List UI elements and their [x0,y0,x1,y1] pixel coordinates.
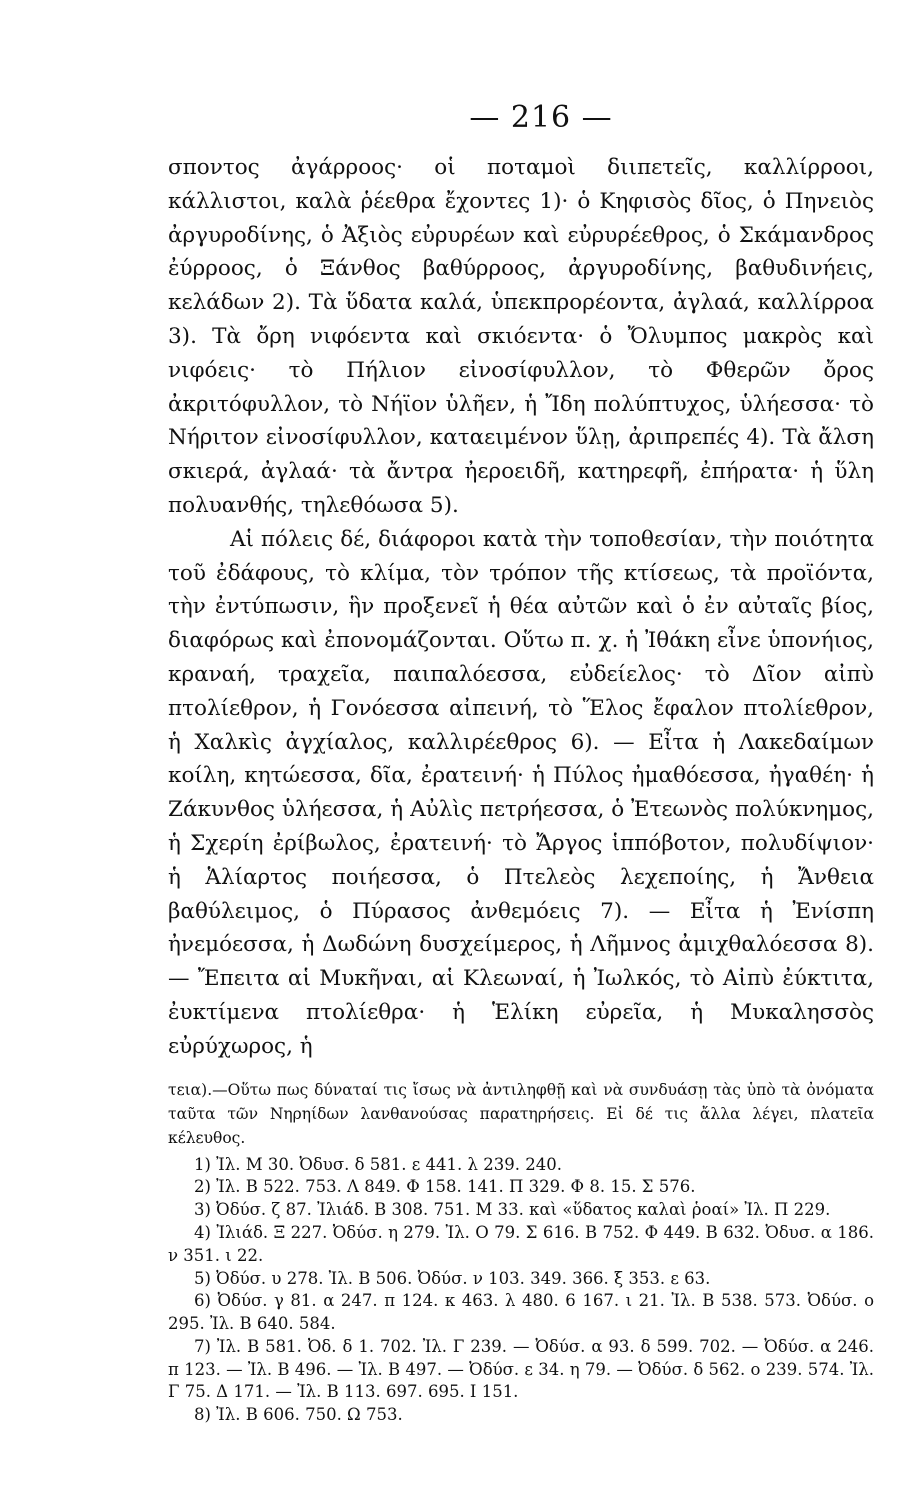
paragraph-continued: σποντος ἀγάρροος· οἱ ποταμοὶ διιπετεῖς, καλλίρροοι, κάλλιστοι, καλὰ ῥέεθρα ἔχοντες 1)· ὁ Κηφισὸς δῖος, ὁ Πηνειὸς ἀργυροδίνης, ὁ Ἀξιὸς εὐρυρέων καὶ εὐρυρέεθρος, ὁ Σκάμανδρος ἐύρροος, ὁ Ξάνθος βαθύρροος, ἀργυροδίνης, βαθυδινήεις, κελάδων 2). Τὰ ὕδατα καλά, ὑπεκπρορέοντα, ἀγλαά, καλλίρροα 3). Τὰ ὄρη νιφόεντα καὶ σκιόεντα· ὁ Ὄλυμπος μακρὸς καὶ νιφόεις· τὸ Πήλιον εἰνοσίφυλλον, τὸ Φθερῶν ὄρος ἀκριτόφυλλον, τὸ Νήϊον ὑλῆεν, ἡ Ἴδη πολύπτυχος, ὑλήεσσα· τὸ Νήριτον εἰνοσίφυλλον, καταειμένον ὕλῃ, ἀριπρεπές 4). Τὰ ἄλση σκιερά, ἀγλαά· τὰ ἄντρα ἠεροειδῆ, κατηρεφῆ, ἐπήρατα· ἡ ὕλη πολυανθής, τηλεθόωσα 5). [168,155,874,518]
body-text [168,151,874,1064]
footnote-ref-3: 3) Ὀδύσ. ζ 87. Ἰλιάδ. Β 308. 751. Μ 33. καὶ «ὕδατος καλαὶ ῥοαί» Ἰλ. Π 229. [194,1200,831,1220]
footnote-references [168,1154,874,1428]
footnote-continuation: τεια).—Οὕτω πως δύναταί τις ἴσως νὰ ἀντιληφθῇ καὶ νὰ συνδυάσῃ τὰς ὑπὸ τὰ ὀνόματα ταῦτα τῶν Νηρηίδων λανθανούσας παρατηρήσεις. Εἰ δέ τις ἄλλα λέγει, πλατεῖα κέλευθος. [168,1080,874,1147]
footnote-ref-2: 2) Ἰλ. Β 522. 753. Λ 849. Φ 158. 141. Π 329. Φ 8. 15. Σ 576. [194,1177,696,1197]
footnote-ref-1: 1) Ἰλ. Μ 30. Ὀδυσ. δ 581. ε 441. λ 239. 240. [194,1154,562,1174]
footnote-ref-6: 6) Ὀδύσ. γ 81. α 247. π 124. κ 463. λ 480. 6 167. ι 21. Ἰλ. Β 538. 573. Ὀδύσ. ο 295. Ἰλ. Β 640. 584. [168,1291,874,1334]
footnote-ref-5: 5) Ὀδύσ. υ 278. Ἰλ. Β 506. Ὀδύσ. ν 103. 349. 366. ξ 353. ε 63. [194,1268,711,1288]
page-number: — 216 — [469,100,613,135]
footnote-ref-4: 4) Ἰλιάδ. Ξ 227. Ὀδύσ. η 279. Ἰλ. Ο 79. Σ 616. Β 752. Φ 449. Β 632. Ὀδυσ. α 186. ν 351. ι 22. [168,1222,874,1265]
paragraph-cities: Αἱ πόλεις δέ, διάφοροι κατὰ τὴν τοποθεσίαν, τὴν ποιότητα τοῦ ἐδάφους, τὸ κλίμα, τὸν τρόπον τῆς κτίσεως, τὰ προϊόντα, τὴν ἐντύπωσιν, ἣν προξενεῖ ἡ θέα αὐτῶν καὶ ὁ ἐν αὐταῖς βίος, διαφόρως καὶ ἐπονομάζονται. Οὕτω π. χ. ἡ Ἰθάκη εἶνε ὑπονήιος, κραναή, τραχεῖα, παιπαλόεσσα, εὐδείελος· τὸ Δῖον αἰπὺ πτολίεθρον, ἡ Γονόεσσα αἰπεινή, τὸ Ἕλος ἔφαλον πτολίεθρον, ἡ Χαλκὶς ἀγχίαλος, καλλιρέεθρος 6). — Εἶτα ἡ Λακεδαίμων κοίλη, κητώεσσα, δῖα, ἐρατεινή· ἡ Πύλος ἠμαθόεσσα, ἠγαθέη· ἡ Ζάκυνθος ὑλήεσσα, ἡ Αὐλὶς πετρήεσσα, ὁ Ἐτεωνὸς πολύκνημος, ἡ Σχερίη ἐρίβωλος, ἐρατεινή· τὸ Ἄργος ἱππόβοτον, πολυδίψιον· ἡ Ἁλίαρτος ποιήεσσα, ὁ Πτελεὸς λεχεποίης, ἡ Ἄνθεια βαθύλειμος, ὁ Πύρασος ἀνθεμόεις 7). — Εἶτα ἡ Ἐνίσπη ἠνεμόεσσα, ἡ Δωδώνη δυσχείμερος, ἡ Λῆμνος ἀμιχθαλόεσσα 8). — Ἔπειτα αἱ Μυκῆναι, αἱ Κλεωναί, ἡ Ἰωλκός, τὸ Αἰπὺ ἐύκτιτα, ἐυκτίμενα πτολίεθρα· ἡ Ἑλίκη εὐρεῖα, ἡ Μυκαλησσὸς εὐρύχωρος, ἡ [168,526,874,1059]
footnote-ref-8: 8) Ἰλ. Β 606. 750. Ω 753. [194,1405,403,1425]
footnote-ref-7: 7) Ἰλ. Β 581. Ὀδ. δ 1. 702. Ἰλ. Γ 239. — Ὀδύσ. α 93. δ 599. 702. — Ὀδύσ. α 246. π 123. — Ἰλ. Β 496. — Ἰλ. Β 497. — Ὀδύσ. ε 34. η 79. — Ὀδύσ. δ 562. ο 239. 574. Ἰλ. Γ 75. Δ 171. — Ἰλ. Β 113. 697. 695. Ι 151. [168,1336,874,1402]
